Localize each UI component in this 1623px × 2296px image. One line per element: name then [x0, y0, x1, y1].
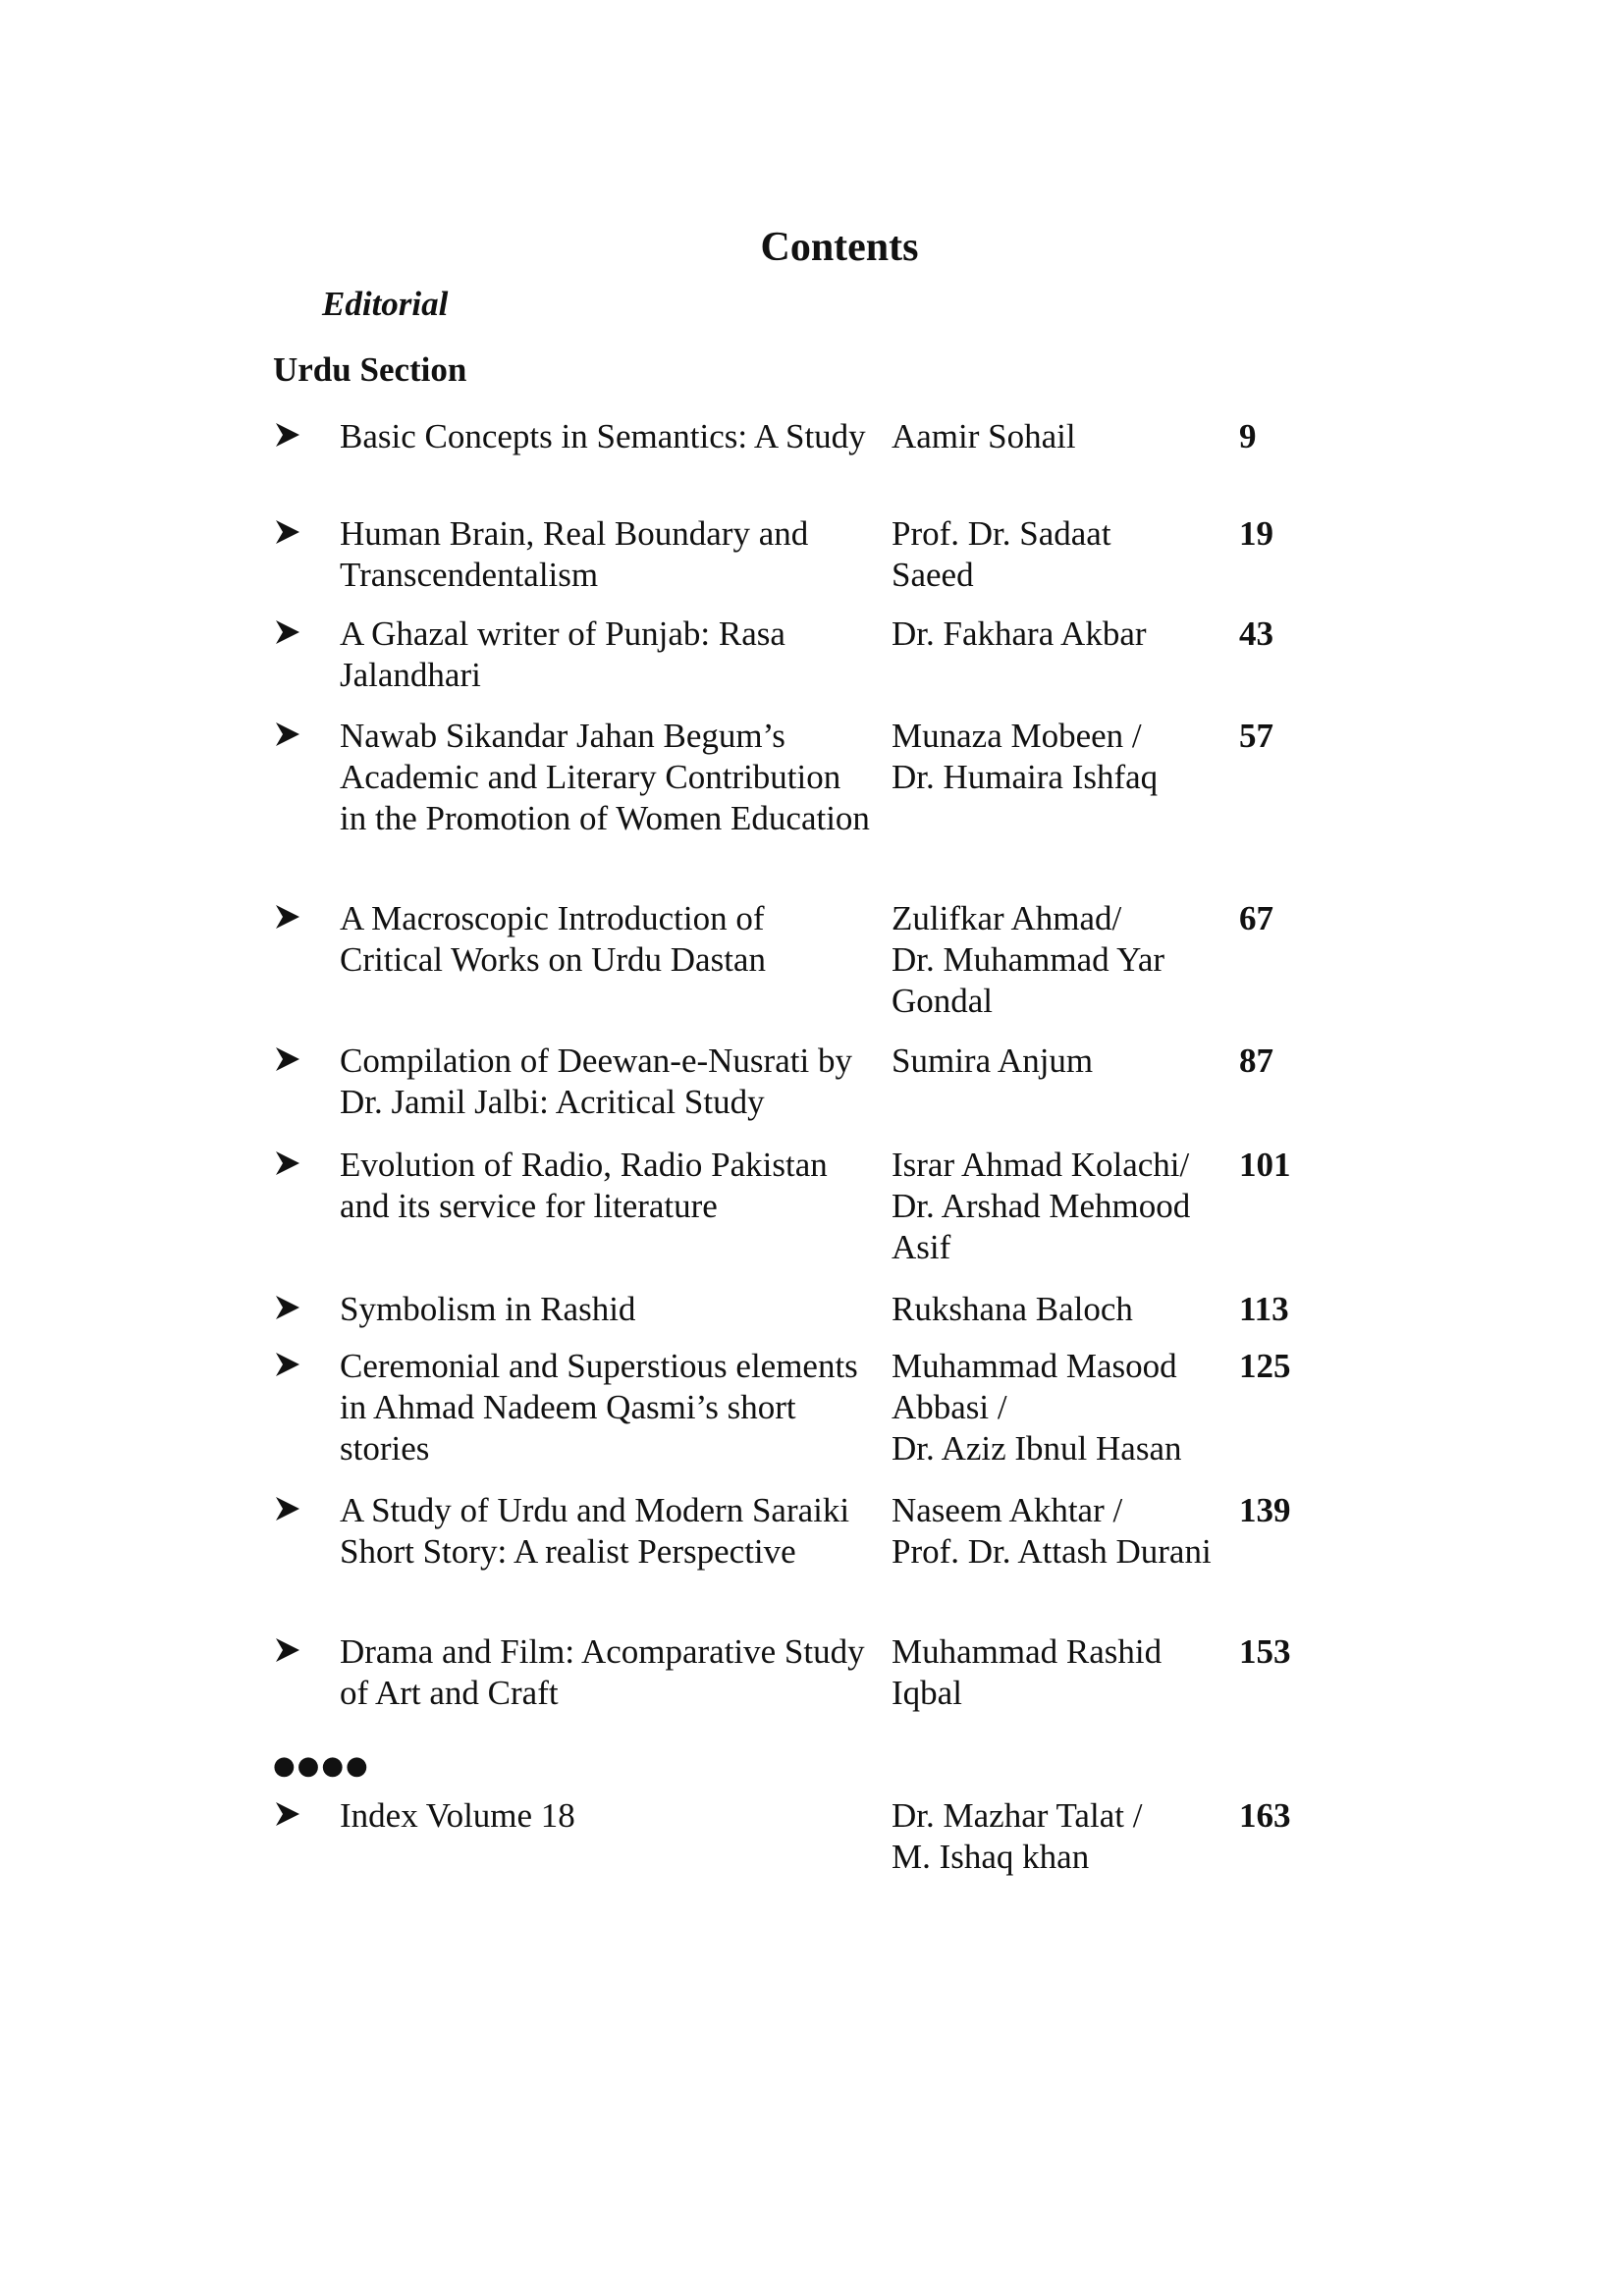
arrow-bullet-icon — [273, 517, 306, 551]
entry-author: Prof. Dr. Sadaat Saeed — [892, 514, 1111, 594]
arrow-bullet-icon — [273, 1350, 306, 1383]
section-separator: ●●●● — [273, 1751, 370, 1781]
arrow-bullet-icon — [273, 1799, 306, 1833]
entry-page-number: 113 — [1239, 1290, 1289, 1328]
section-heading: Urdu Section — [273, 350, 467, 389]
entry-title: Ceremonial and Superstious elements in Ahmad Nadeem Qasmi’s short stories — [340, 1347, 858, 1468]
entry-author: Israr Ahmad Kolachi/ Dr. Arshad Mehmood Asif — [892, 1146, 1191, 1266]
entry-title: Compilation of Deewan-e-Nusrati by Dr. Jamil Jalbi: Acritical Study — [340, 1041, 852, 1121]
entry-page-number: 19 — [1239, 514, 1273, 553]
arrow-bullet-icon — [273, 617, 306, 651]
arrow-bullet-icon — [273, 720, 306, 753]
entry-title: A Macroscopic Introduction of Critical Works on Urdu Dastan — [340, 899, 766, 979]
entry-page-number: 125 — [1239, 1347, 1291, 1385]
entry-page-number: 67 — [1239, 899, 1273, 937]
entry-title: A Study of Urdu and Modern Saraiki Short Story: A realist Perspective — [340, 1491, 850, 1571]
entry-page-number: 163 — [1239, 1796, 1291, 1835]
page-title: Contents — [760, 225, 919, 270]
arrow-bullet-icon — [273, 1148, 306, 1182]
entry-author: Naseem Akhtar / Prof. Dr. Attash Durani — [892, 1491, 1212, 1571]
entry-title: Evolution of Radio, Radio Pakistan and its service for literature — [340, 1146, 828, 1225]
entry-title: Index Volume 18 — [340, 1796, 575, 1835]
entry-author: Muhammad Rashid Iqbal — [892, 1632, 1163, 1712]
entry-title: Drama and Film: Acomparative Study of Art and Craft — [340, 1632, 865, 1712]
entry-author: Dr. Fakhara Akbar — [892, 614, 1147, 653]
entry-page-number: 101 — [1239, 1146, 1291, 1184]
editorial-heading: Editorial — [322, 285, 449, 323]
entry-title: Basic Concepts in Semantics: A Study — [340, 417, 866, 455]
entry-author: Munaza Mobeen / Dr. Humaira Ishfaq — [892, 717, 1159, 796]
entry-author: Dr. Mazhar Talat / M. Ishaq khan — [892, 1796, 1143, 1876]
entry-page-number: 87 — [1239, 1041, 1273, 1080]
entry-title: Human Brain, Real Boundary and Transcendentalism — [340, 514, 809, 594]
arrow-bullet-icon — [273, 1635, 306, 1669]
entry-author: Sumira Anjum — [892, 1041, 1094, 1080]
entry-page-number: 139 — [1239, 1491, 1291, 1529]
entry-author: Zulifkar Ahmad/ Dr. Muhammad Yar Gondal — [892, 899, 1165, 1020]
arrow-bullet-icon — [273, 902, 306, 935]
arrow-bullet-icon — [273, 1494, 306, 1527]
entry-page-number: 57 — [1239, 717, 1273, 755]
entry-title: Symbolism in Rashid — [340, 1290, 636, 1328]
entry-author: Muhammad Masood Abbasi / Dr. Aziz Ibnul Hasan — [892, 1347, 1182, 1468]
entry-author: Rukshana Baloch — [892, 1290, 1133, 1328]
arrow-bullet-icon — [273, 420, 306, 454]
arrow-bullet-icon — [273, 1044, 306, 1078]
entry-page-number: 9 — [1239, 417, 1257, 455]
entry-author: Aamir Sohail — [892, 417, 1076, 455]
arrow-bullet-icon — [273, 1293, 306, 1326]
entry-title: Nawab Sikandar Jahan Begum’s Academic and Literary Contribution in the Promotion of Women Education — [340, 717, 870, 837]
entry-page-number: 153 — [1239, 1632, 1291, 1671]
entry-title: A Ghazal writer of Punjab: Rasa Jalandhari — [340, 614, 785, 694]
entry-page-number: 43 — [1239, 614, 1273, 653]
